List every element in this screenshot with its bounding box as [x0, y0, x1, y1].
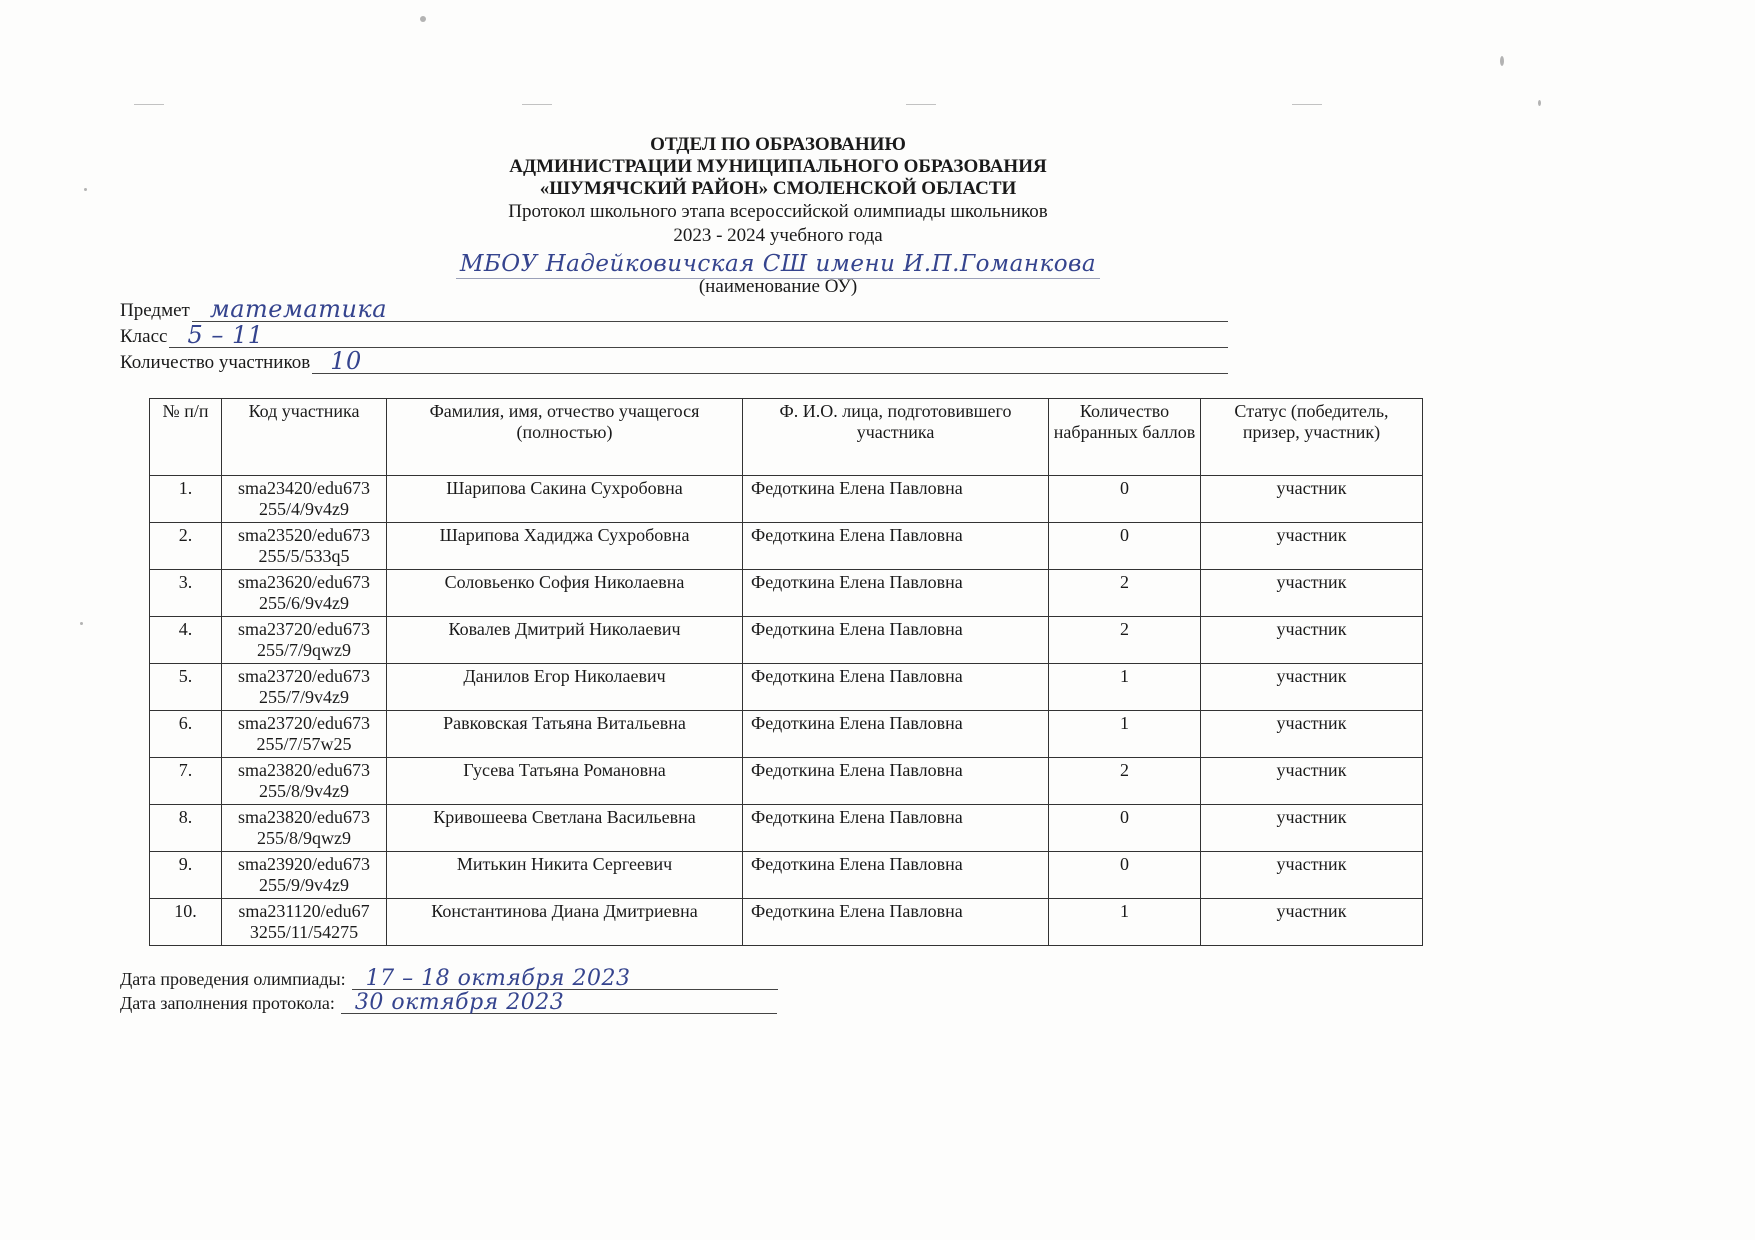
row-code	[222, 523, 387, 570]
row-status: участник	[1201, 617, 1423, 664]
header-number: № п/п	[150, 399, 222, 476]
date-held-label: Дата проведения олимпиады:	[120, 969, 346, 989]
participants-count-field	[120, 347, 1228, 375]
row-status: участник	[1201, 852, 1423, 899]
row-score: 0	[1049, 476, 1201, 523]
row-score: 1	[1049, 664, 1201, 711]
row-score: 1	[1049, 711, 1201, 758]
row-score: 2	[1049, 617, 1201, 664]
row-status: участник	[1201, 664, 1423, 711]
school-name-handwritten: МБОУ Надейковичская СШ имени И.П.Гоманкова	[456, 250, 1100, 279]
header-teacher-name: Ф. И.О. лица, подготовившего участника	[743, 399, 1049, 476]
row-teacher: Федоткина Елена Павловна	[743, 805, 1049, 852]
participants-count-label: Количество участников	[120, 352, 311, 373]
row-student-name: Гусева Татьяна Романовна	[387, 758, 743, 805]
row-code-line1: sma23620/edu673	[238, 572, 370, 592]
scan-mark	[522, 104, 552, 105]
school-name-line	[0, 250, 1556, 279]
date-filled-line	[341, 991, 777, 1014]
subject-label: Предмет	[120, 300, 190, 321]
date-held-value: 17 – 18 октября 2023	[365, 966, 631, 991]
class-field	[120, 321, 1228, 349]
header-student-name: Фамилия, имя, отчество учащегося (полностью)	[387, 399, 743, 476]
row-number: 6.	[150, 711, 222, 758]
row-teacher: Федоткина Елена Павловна	[743, 523, 1049, 570]
table-row	[150, 711, 1423, 758]
table-row	[150, 758, 1423, 805]
row-code	[222, 852, 387, 899]
row-number: 1.	[150, 476, 222, 523]
row-teacher: Федоткина Елена Павловна	[743, 711, 1049, 758]
row-code-line1: sma23820/edu673	[238, 760, 370, 780]
row-number: 8.	[150, 805, 222, 852]
row-number: 4.	[150, 617, 222, 664]
table-row	[150, 570, 1423, 617]
participants-count-line	[312, 347, 1228, 375]
row-number: 3.	[150, 570, 222, 617]
row-code-line2: 255/9/9v4z9	[259, 875, 349, 895]
scan-speck	[80, 622, 83, 625]
row-teacher: Федоткина Елена Павловна	[743, 476, 1049, 523]
row-student-name: Соловьенко София Николаевна	[387, 570, 743, 617]
row-code	[222, 805, 387, 852]
row-score: 0	[1049, 805, 1201, 852]
table-header-row	[150, 399, 1423, 476]
row-code-line1: sma23920/edu673	[238, 854, 370, 874]
row-code-line2: 3255/11/54275	[249, 922, 359, 942]
row-code-line2: 255/5/533q5	[258, 546, 350, 566]
row-code-line2: 255/7/9qwz9	[257, 640, 351, 660]
row-code-line2: 255/8/9qwz9	[257, 828, 351, 848]
school-name-caption: (наименование ОУ)	[698, 276, 858, 297]
row-code-line1: sma23720/edu673	[238, 619, 370, 639]
row-teacher: Федоткина Елена Павловна	[743, 899, 1049, 946]
row-code	[222, 899, 387, 946]
row-teacher: Федоткина Елена Павловна	[743, 852, 1049, 899]
row-teacher: Федоткина Елена Павловна	[743, 758, 1049, 805]
scan-speck	[1500, 56, 1504, 66]
row-status: участник	[1201, 570, 1423, 617]
row-code-line2: 255/7/57w25	[256, 734, 352, 754]
scan-mark	[1292, 104, 1322, 105]
row-teacher: Федоткина Елена Павловна	[743, 570, 1049, 617]
row-score: 0	[1049, 523, 1201, 570]
table-row	[150, 523, 1423, 570]
class-label: Класс	[120, 326, 168, 347]
row-code	[222, 476, 387, 523]
row-number: 2.	[150, 523, 222, 570]
row-code-line1: sma23520/edu673	[238, 525, 370, 545]
row-number: 7.	[150, 758, 222, 805]
row-code-line1: sma23820/edu673	[238, 807, 370, 827]
row-student-name: Шарипова Сакина Сухробовна	[387, 476, 743, 523]
row-code	[222, 711, 387, 758]
row-code-line1: sma23720/edu673	[238, 713, 370, 733]
row-code-line2: 255/8/9v4z9	[259, 781, 349, 801]
table-row	[150, 899, 1423, 946]
row-code-line1: sma231120/edu67	[238, 901, 370, 921]
header-status: Статус (победитель, призер, участник)	[1201, 399, 1423, 476]
subject-value: математика	[209, 295, 388, 323]
row-status: участник	[1201, 805, 1423, 852]
row-teacher: Федоткина Елена Павловна	[743, 617, 1049, 664]
header-score: Количество набранных баллов	[1049, 399, 1201, 476]
scan-mark	[134, 104, 164, 105]
row-status: участник	[1201, 899, 1423, 946]
row-number: 9.	[150, 852, 222, 899]
row-student-name: Ковалев Дмитрий Николаевич	[387, 617, 743, 664]
row-code	[222, 664, 387, 711]
subject-field	[120, 295, 1228, 323]
row-code-line2: 255/6/9v4z9	[259, 593, 349, 613]
row-status: участник	[1201, 758, 1423, 805]
date-filled-row	[120, 990, 777, 1014]
class-value: 5 – 11	[187, 321, 264, 349]
row-score: 2	[1049, 758, 1201, 805]
header-participant-code: Код участника	[222, 399, 387, 476]
academic-year: 2023 - 2024 учебного года	[673, 225, 883, 246]
row-number: 5.	[150, 664, 222, 711]
header-administration: АДМИНИСТРАЦИИ МУНИЦИПАЛЬНОГО ОБРАЗОВАНИЯ	[509, 156, 1047, 177]
scan-speck	[1538, 100, 1541, 106]
row-code	[222, 617, 387, 664]
header-district: «ШУМЯЧСКИЙ РАЙОН» СМОЛЕНСКОЙ ОБЛАСТИ	[539, 178, 1017, 199]
row-student-name: Данилов Егор Николаевич	[387, 664, 743, 711]
row-student-name: Кривошеева Светлана Васильевна	[387, 805, 743, 852]
row-student-name: Шарипова Хадиджа Сухробовна	[387, 523, 743, 570]
scan-speck	[420, 16, 426, 22]
subject-line	[192, 295, 1228, 323]
row-code-line1: sma23720/edu673	[238, 666, 370, 686]
row-number: 10.	[150, 899, 222, 946]
row-score: 2	[1049, 570, 1201, 617]
date-filled-value: 30 октября 2023	[354, 990, 565, 1015]
date-filled-label: Дата заполнения протокола:	[120, 993, 335, 1013]
table-row	[150, 476, 1423, 523]
row-code	[222, 570, 387, 617]
results-table	[149, 398, 1423, 946]
table-row	[150, 617, 1423, 664]
protocol-title: Протокол школьного этапа всероссийской олимпиады школьников	[508, 201, 1048, 222]
row-status: участник	[1201, 711, 1423, 758]
row-score: 0	[1049, 852, 1201, 899]
participants-count-value: 10	[330, 347, 362, 375]
row-code-line2: 255/7/9v4z9	[259, 687, 349, 707]
class-line	[169, 321, 1228, 349]
header-department: ОТДЕЛ ПО ОБРАЗОВАНИЮ	[650, 134, 906, 155]
row-teacher: Федоткина Елена Павловна	[743, 664, 1049, 711]
table-row	[150, 852, 1423, 899]
date-held-row	[120, 966, 778, 990]
row-code-line1: sma23420/edu673	[238, 478, 370, 498]
table-row	[150, 664, 1423, 711]
row-student-name: Равковская Татьяна Витальевна	[387, 711, 743, 758]
date-held-line	[352, 967, 778, 990]
table-row	[150, 805, 1423, 852]
row-score: 1	[1049, 899, 1201, 946]
row-status: участник	[1201, 523, 1423, 570]
row-student-name: Митькин Никита Сергеевич	[387, 852, 743, 899]
row-student-name: Константинова Диана Дмитриевна	[387, 899, 743, 946]
scan-mark	[906, 104, 936, 105]
row-status: участник	[1201, 476, 1423, 523]
row-code-line2: 255/4/9v4z9	[259, 499, 349, 519]
row-code	[222, 758, 387, 805]
document-header	[0, 134, 1556, 248]
